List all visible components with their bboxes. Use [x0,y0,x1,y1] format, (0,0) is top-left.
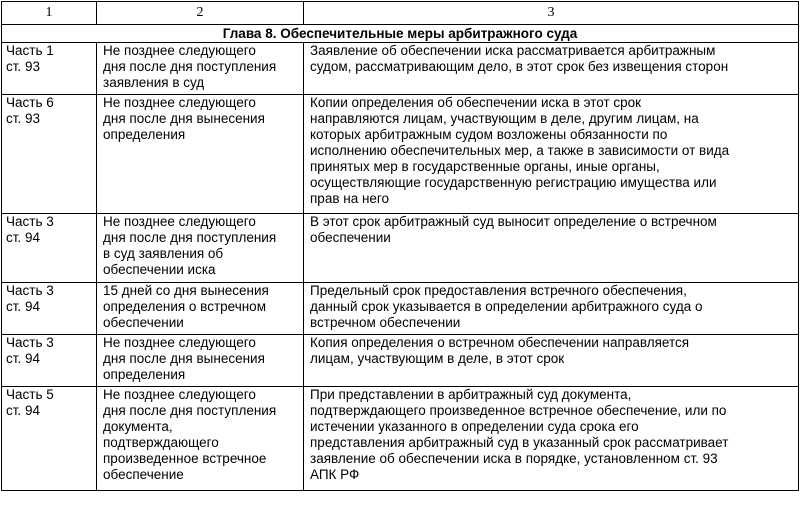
deadline-cell-text: 15 дней со дня вынесения определения о встречном обеспечении [103,283,269,330]
description-cell [304,43,799,95]
deadline-cell [97,95,304,214]
column-number-3: 3 [304,2,799,25]
article-reference-cell [2,95,97,214]
deadline-cell-text: Не позднее следующего дня после дня вынесения определения [103,335,265,382]
description-cell [304,387,799,491]
description-cell [304,335,799,387]
deadline-cell-text: Не позднее следующего дня после дня поступления заявления в суд [103,43,277,90]
table-row [2,335,799,387]
chapter-title: Глава 8. Обеспечительные меры арбитражного суда [2,25,799,43]
description-cell-text: Копия определения о встречном обеспечении направляется лицам, участвующим в деле, в этот срок [310,335,690,366]
article-reference-cell-text: Часть 6 ст. 93 [6,95,54,126]
description-cell-text: Заявление об обеспечении иска рассматривается арбитражным судом, рассматривающим дело, в этот срок без извещения сторон [310,43,729,74]
article-reference-cell [2,387,97,491]
procedural-deadlines-table [1,1,799,491]
article-reference-cell-text: Часть 1 ст. 93 [6,43,54,74]
description-cell [304,95,799,214]
column-number-1: 1 [2,2,97,25]
chapter-row [2,25,799,43]
description-cell-text: Копии определения об обеспечении иска в этот срок направляются лицам, участвующим в деле, другим лицам, на которых арбитражным судом возложены обязанности по исполнению обеспечительных мер, а также в зависимости от вида принятых мер в государственные органы, иные органы, осуществляющие государственную регистрацию имущества или прав на него [310,95,730,206]
article-reference-cell [2,283,97,335]
table-row [2,43,799,95]
deadline-cell [97,335,304,387]
article-reference-cell [2,214,97,283]
article-reference-cell-text: Часть 3 ст. 94 [6,214,54,245]
article-reference-cell [2,43,97,95]
article-reference-cell-text: Часть 3 ст. 94 [6,283,54,314]
table-row [2,214,799,283]
description-cell-text: В этот срок арбитражный суд выносит определение о встречном обеспечении [310,214,717,245]
deadline-cell [97,214,304,283]
deadline-cell-text: Не позднее следующего дня после дня поступления документа, подтверждающего произведенное встречное обеспечение [103,387,277,482]
deadline-cell-text: Не позднее следующего дня после дня поступления в суд заявления об обеспечении иска [103,214,277,277]
description-cell [304,214,799,283]
article-reference-cell-text: Часть 3 ст. 94 [6,335,54,366]
article-reference-cell-text: Часть 5 ст. 94 [6,387,54,418]
table-row [2,95,799,214]
table-row [2,387,799,491]
deadline-cell [97,43,304,95]
deadline-cell-text: Не позднее следующего дня после дня вынесения определения [103,95,265,142]
description-cell-text: При представлении в арбитражный суд документа, подтверждающего произведенное встречное обеспечение, или по истечении указанного в определении суда срока его представления арбитражный суд в указанный срок рассматривает заявление об обеспечении иска в порядке, установленном ст. 93 АПК РФ [310,387,729,482]
column-number-2: 2 [97,2,304,25]
description-cell-text: Предельный срок предоставления встречного обеспечения, данный срок указывается в определении арбитражного суда о встречном обеспечении [310,283,703,330]
deadline-cell [97,283,304,335]
table-row [2,283,799,335]
deadline-cell [97,387,304,491]
article-reference-cell [2,335,97,387]
description-cell [304,283,799,335]
column-number-row [2,2,799,25]
